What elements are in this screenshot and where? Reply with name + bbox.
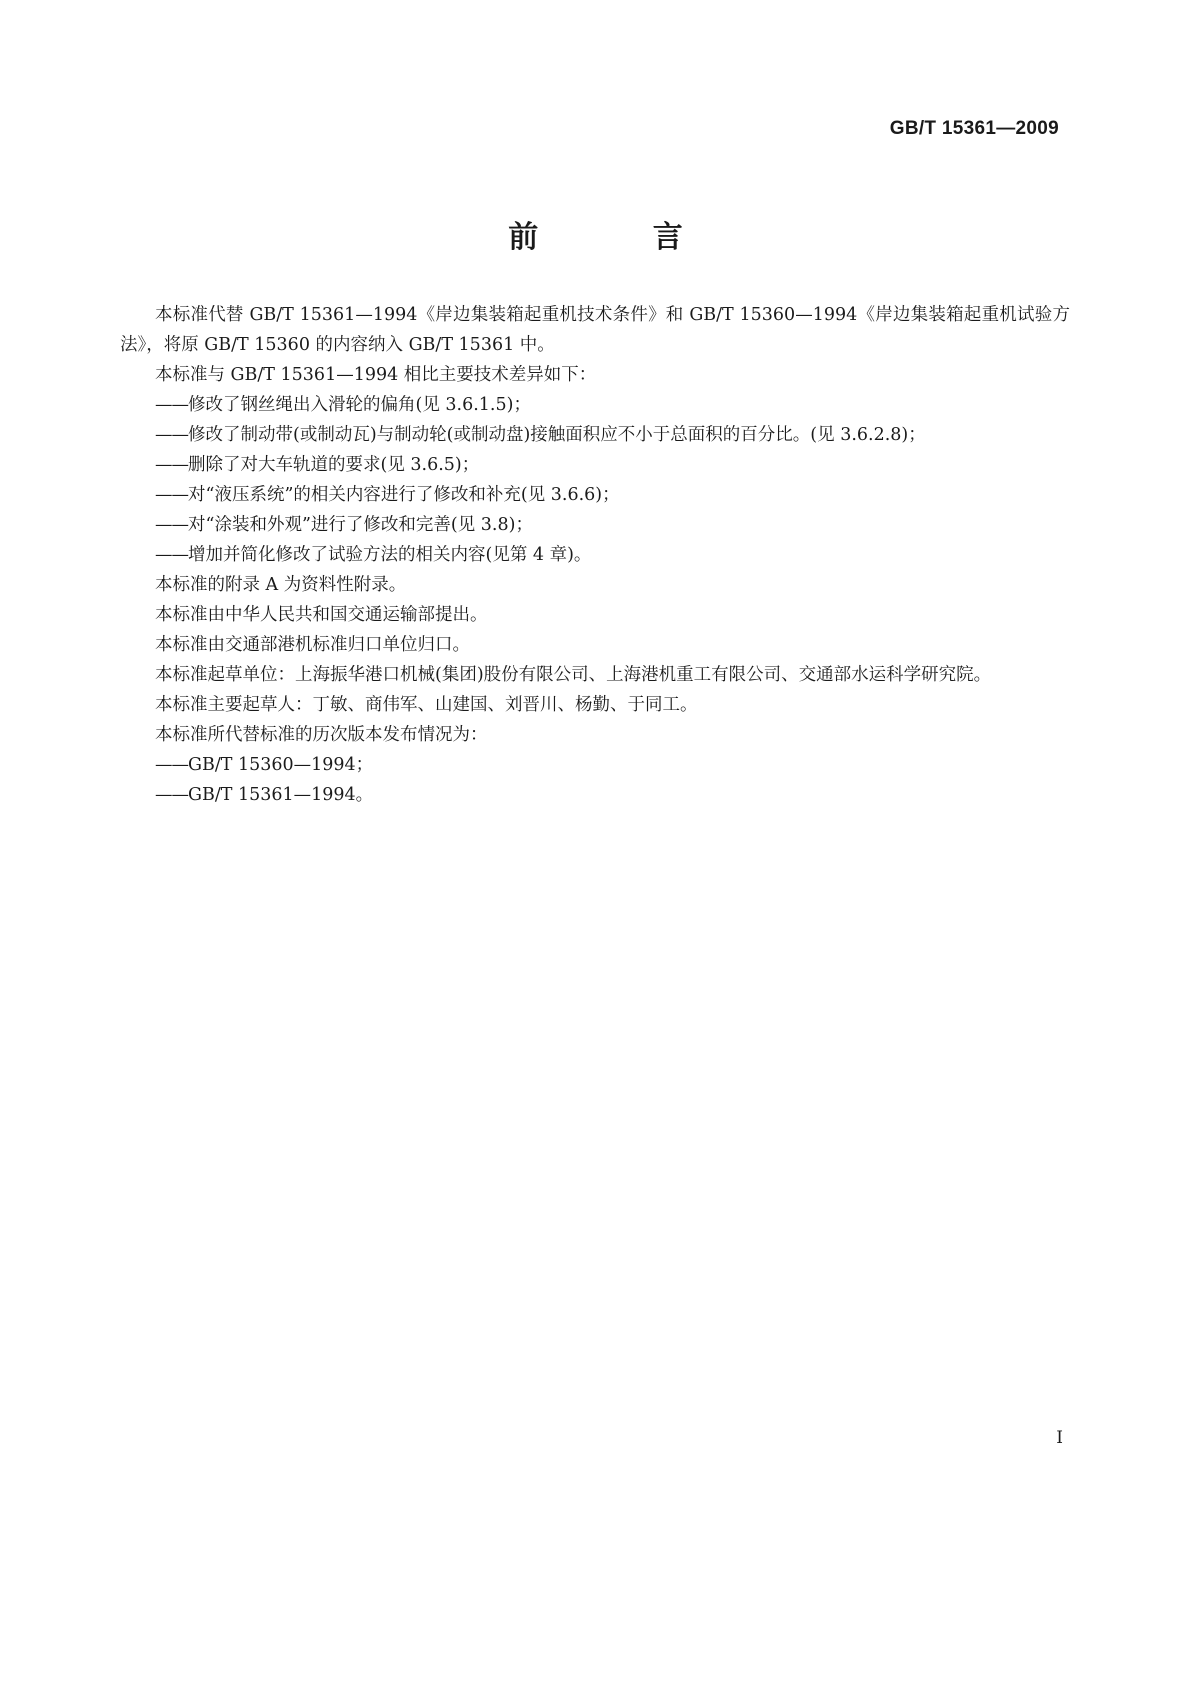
paragraph-differences-intro: 本标准与 GB/T 15361—1994 相比主要技术差异如下：: [155, 365, 597, 385]
dash-marker: ——: [155, 545, 188, 565]
change-item-text: 修改了钢丝绳出入滑轮的偏角(见 3.6.1.5)；: [188, 395, 531, 415]
dash-marker: ——: [155, 515, 188, 535]
page-title: 前 言: [508, 220, 735, 255]
dash-marker: ——: [155, 455, 188, 475]
history-item-text: GB/T 15360—1994；: [188, 755, 374, 775]
page-number: I: [1056, 1428, 1063, 1448]
dash-marker: ——: [155, 395, 188, 415]
paragraph-replacement: 本标准代替 GB/T 15361—1994《岸边集装箱起重机技术条件》和 GB/T 15360—1994《岸边集装箱起重机试验方法》，将原 GB/T 15360 的内容纳入 GB/T 15361 中。: [120, 305, 1070, 355]
paragraph-drafters: 本标准主要起草人：丁敏、商伟军、山建国、刘晋川、杨勤、于同工。: [155, 695, 698, 715]
history-item-text: GB/T 15361—1994。: [188, 785, 374, 805]
standard-code: GB/T 15361—2009: [889, 118, 1059, 139]
paragraph-appendix: 本标准的附录 A 为资料性附录。: [155, 575, 407, 595]
change-item-text: 对“液压系统”的相关内容进行了修改和补充(见 3.6.6)；: [188, 485, 620, 505]
change-item: [120, 390, 1070, 420]
history-item: [120, 750, 1070, 780]
change-item-text: 修改了制动带(或制动瓦)与制动轮(或制动盘)接触面积应不小于总面积的百分比。(见 3.6.2.8)；: [188, 425, 926, 445]
paragraph-proposer: 本标准由中华人民共和国交通运输部提出。: [155, 605, 488, 625]
dash-marker: ——: [155, 785, 188, 805]
foreword-body: [120, 300, 1070, 810]
paragraph-version-history-intro: 本标准所代替标准的历次版本发布情况为：: [155, 725, 488, 745]
change-item: [120, 450, 1070, 480]
change-item: [120, 420, 1070, 450]
change-item: [120, 510, 1070, 540]
dash-marker: ——: [155, 485, 188, 505]
change-item: [120, 480, 1070, 510]
dash-marker: ——: [155, 755, 188, 775]
dash-marker: ——: [155, 425, 188, 445]
change-item-text: 增加并简化修改了试验方法的相关内容(见第 4 章)。: [188, 545, 592, 565]
change-item-text: 对“涂装和外观”进行了修改和完善(见 3.8)；: [188, 515, 533, 535]
paragraph-drafting-units: 本标准起草单位：上海振华港口机械(集团)股份有限公司、上海港机重工有限公司、交通部水运科学研究院。: [155, 665, 992, 685]
history-item: [120, 780, 1070, 810]
change-item: [120, 540, 1070, 570]
paragraph-administrator: 本标准由交通部港机标准归口单位归口。: [155, 635, 470, 655]
change-item-text: 删除了对大车轨道的要求(见 3.6.5)；: [188, 455, 480, 475]
